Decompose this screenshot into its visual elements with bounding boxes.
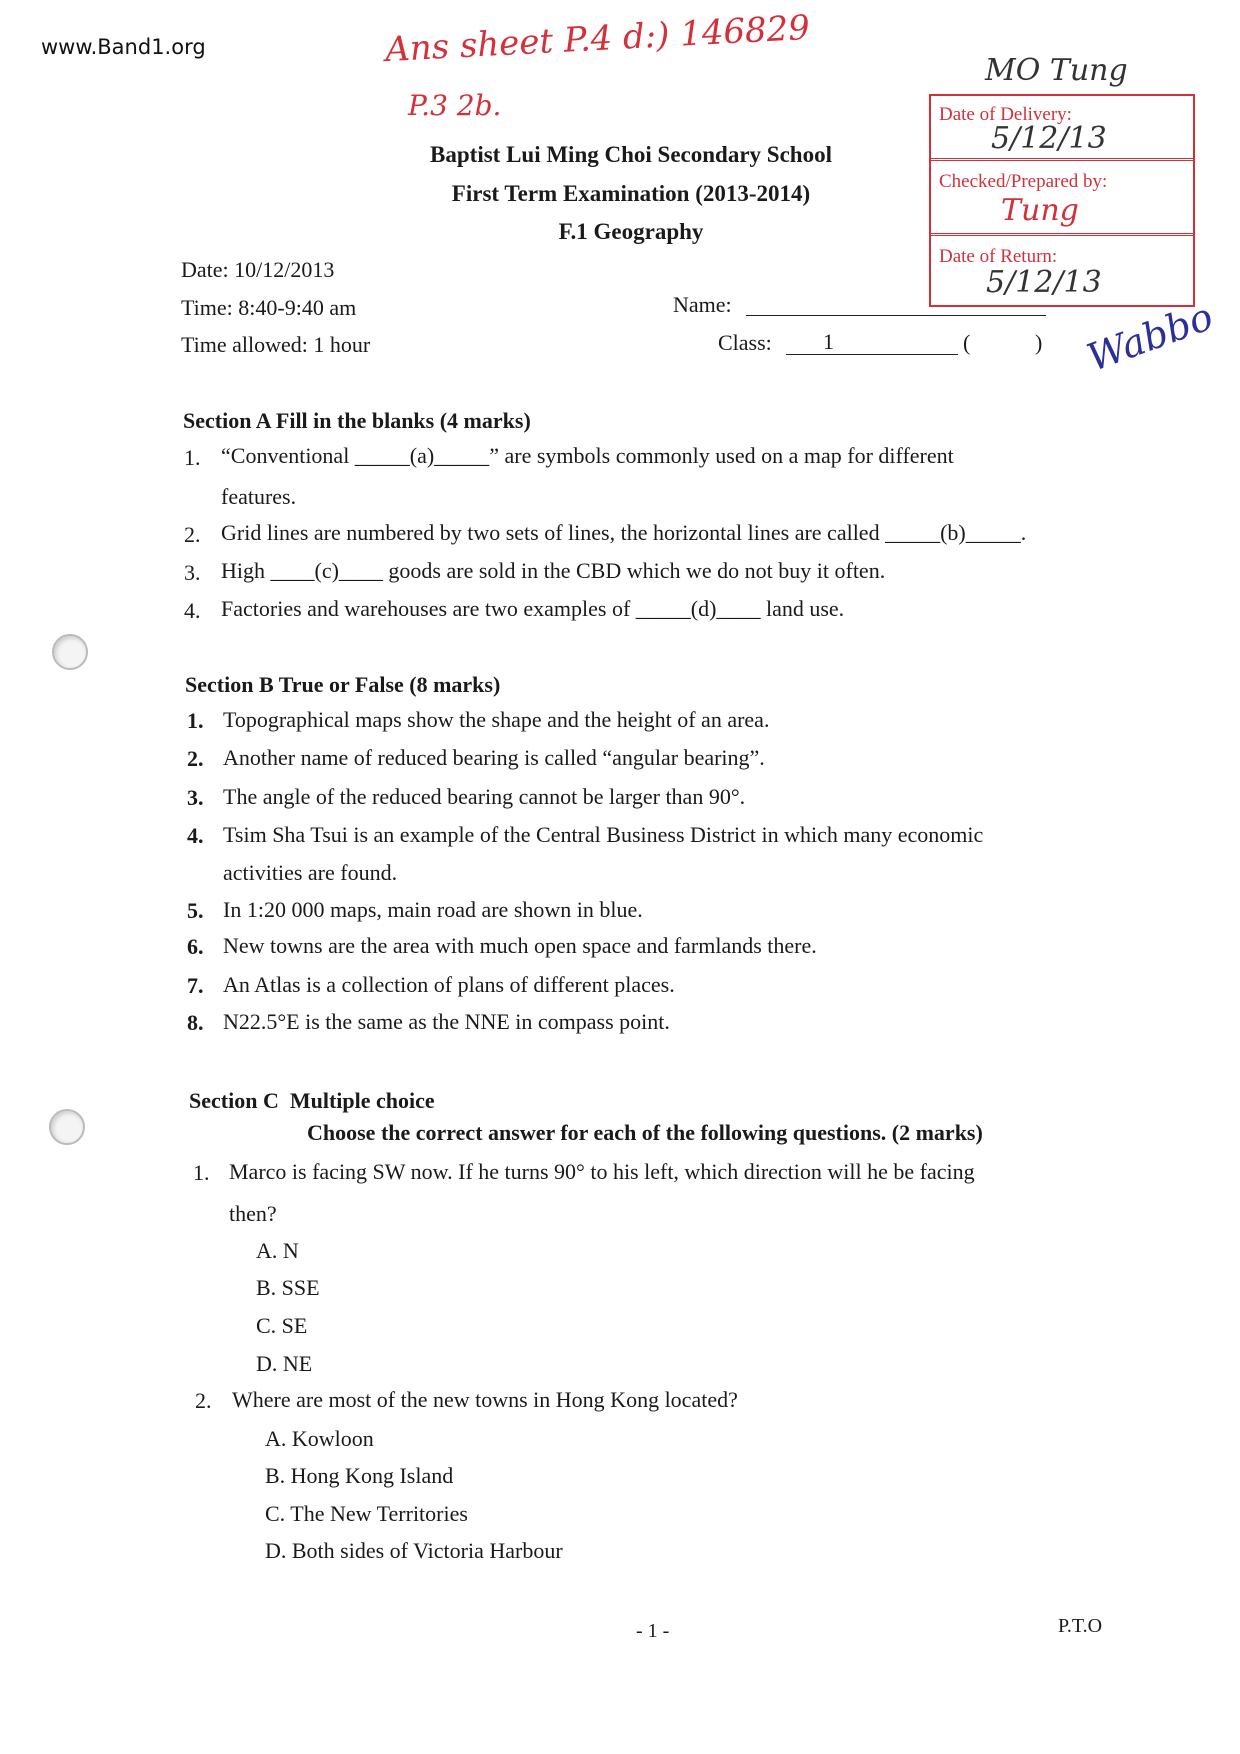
question-text-cont: then? [229,1201,277,1226]
section-a-num: 4. [184,598,201,623]
site-watermark: www.Band1.org [41,35,206,59]
stamp-checked-label: Checked/Prepared by: [939,171,1108,192]
question-text: Marco is facing SW now. If he turns 90° to his left, which direction will he be facing [229,1159,975,1184]
section-b-num: 4. [187,823,204,848]
section-b-num: 8. [187,1010,204,1035]
section-b-num: 1. [187,708,204,733]
section-a-item: “Conventional _____(a)_____” are symbols commonly used on a map for different [221,443,954,468]
section-b-item: Another name of reduced bearing is called “angular bearing”. [223,745,765,770]
punch-hole [52,634,88,670]
section-b-item: Tsim Sha Tsui is an example of the Central Business District in which many economic [223,822,984,847]
question-text: Where are most of the new towns in Hong Kong located? [232,1387,738,1412]
section-a-num: 3. [184,560,201,585]
please-turn-over: P.T.O [1058,1615,1103,1637]
exam-title: First Term Examination (2013-2014) [451,181,811,206]
name-label: Name: [673,292,732,317]
handwritten-delivery-date: 5/12/13 [991,121,1107,156]
handwritten-teacher-name: MO Tung [985,53,1128,88]
section-a-item-cont: features. [221,484,297,509]
page-number: - 1 - [636,1620,670,1642]
section-b-num: 6. [187,934,204,959]
exam-time: Time: 8:40-9:40 am [181,295,357,320]
question-num: 2. [195,1388,212,1413]
class-number-open: ( [963,330,971,355]
class-field[interactable] [786,354,958,355]
time-allowed: Time allowed: 1 hour [181,332,371,357]
handwritten-checked-signature: Tung [1001,193,1079,228]
handwritten-student-signature: Wabbo [1081,294,1219,380]
section-a-title: Section A Fill in the blanks (4 marks) [183,408,531,433]
answer-option: C. SE [256,1313,308,1338]
stamp-delivery-label: Date of Delivery: [939,104,1072,125]
section-a-item: High ____(c)____ goods are sold in the CBD which we do not buy it often. [221,558,886,583]
section-a-num: 1. [184,445,201,470]
answer-option: C. The New Territories [265,1501,468,1526]
name-field[interactable] [746,315,1046,316]
handwritten-return-date: 5/12/13 [986,265,1102,300]
question-num: 1. [193,1160,210,1185]
section-b-item: In 1:20 000 maps, main road are shown in blue. [223,897,643,922]
answer-option: A. Kowloon [265,1426,374,1451]
handwritten-note-top: Ans sheet P.4 d:) 146829 [384,7,811,71]
section-a-num: 2. [184,522,201,547]
answer-option: B. Hong Kong Island [265,1463,454,1488]
section-c-instruction: Choose the correct answer for each of the following questions. (2 marks) [307,1120,983,1145]
class-label: Class: [718,330,772,355]
section-b-item: N22.5°E is the same as the NNE in compass point. [223,1009,670,1034]
section-b-num: 2. [187,746,204,771]
handwritten-page-note: P.3 2b. [408,89,502,122]
exam-date: Date: 10/12/2013 [181,257,335,282]
section-b-num: 5. [187,898,204,923]
answer-option: D. NE [256,1351,313,1376]
class-value: 1 [823,329,834,354]
punch-hole [49,1109,85,1145]
section-a-item: Factories and warehouses are two examples of _____(d)____ land use. [221,596,845,621]
answer-option: B. SSE [256,1275,320,1300]
class-number-close: ) [1035,330,1043,355]
section-c-title: Section C Multiple choice [189,1088,435,1113]
section-b-num: 3. [187,785,204,810]
section-b-title: Section B True or False (8 marks) [185,672,501,697]
section-b-item-cont: activities are found. [223,860,398,885]
stamp-return-label: Date of Return: [939,246,1058,267]
section-b-num: 7. [187,973,204,998]
answer-option: D. Both sides of Victoria Harbour [265,1538,563,1563]
answer-option: A. N [256,1238,299,1263]
section-b-item: New towns are the area with much open space and farmlands there. [223,933,817,958]
section-b-item: Topographical maps show the shape and the height of an area. [223,707,770,732]
section-b-item: The angle of the reduced bearing cannot be larger than 90°. [223,784,746,809]
section-a-item: Grid lines are numbered by two sets of lines, the horizontal lines are called _____(b)_____. [221,520,1027,545]
school-name: Baptist Lui Ming Choi Secondary School [430,142,832,167]
section-b-item: An Atlas is a collection of plans of different places. [223,972,675,997]
subject-title: F.1 Geography [558,219,704,244]
